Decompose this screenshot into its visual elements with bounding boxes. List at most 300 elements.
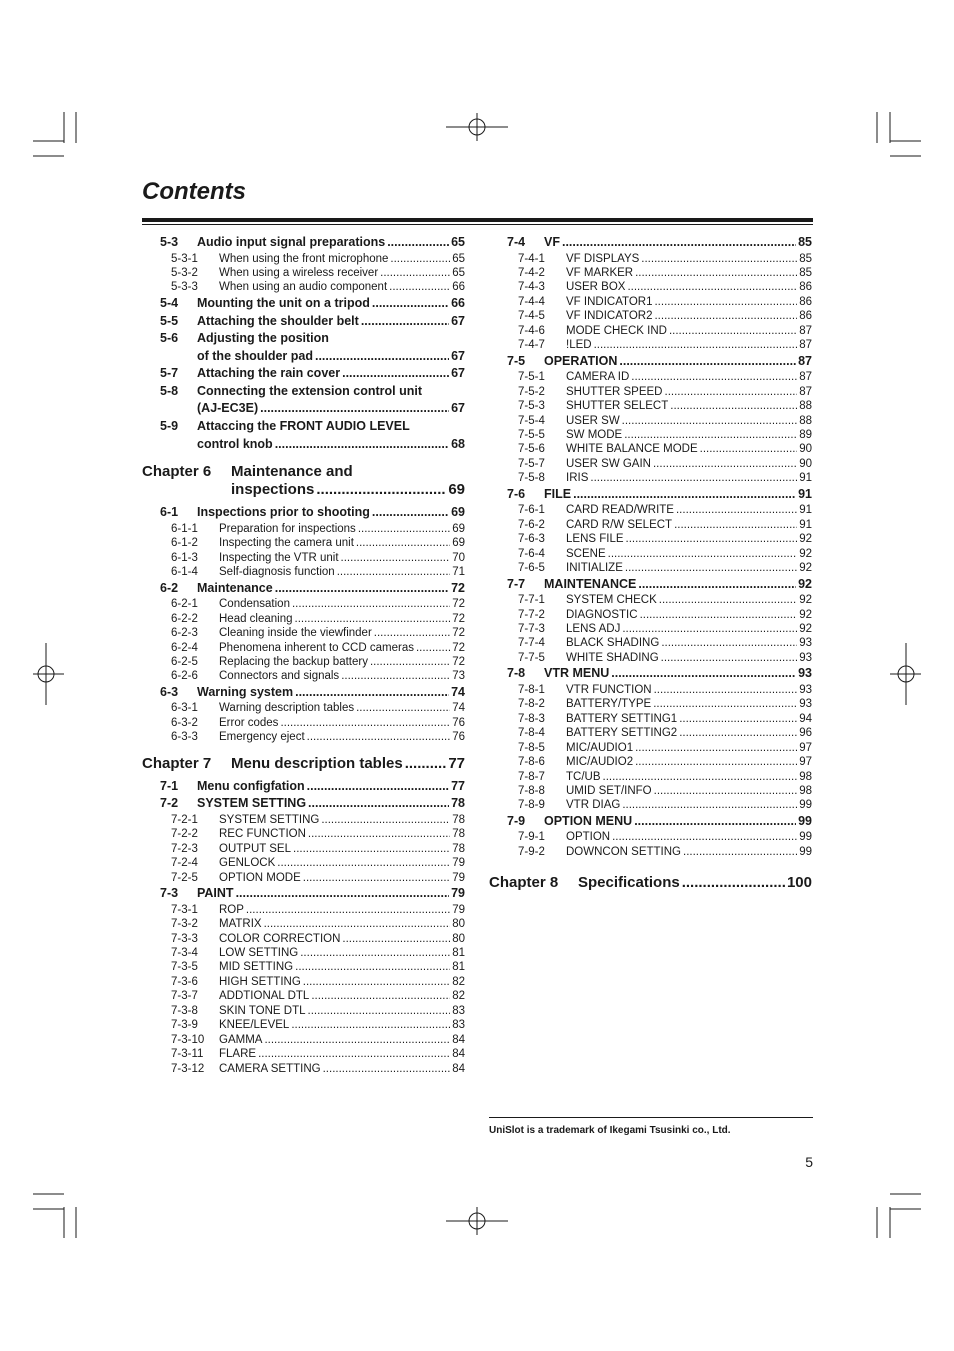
toc-number: 6-1-1 xyxy=(171,522,198,535)
toc-subsection xyxy=(142,566,465,580)
leader-dots xyxy=(626,533,798,545)
leader-dots xyxy=(669,325,797,337)
toc-subsection xyxy=(489,519,812,533)
toc-page: 81 xyxy=(452,947,465,959)
toc-number: 7-6-4 xyxy=(518,547,545,560)
toc-label: FLARE xyxy=(219,1048,257,1061)
toc-label: Connecting the extension control unit xyxy=(197,383,422,398)
toc-subsection xyxy=(489,504,812,518)
toc-label: Menu configfation xyxy=(197,778,305,793)
toc-page: 69 xyxy=(451,505,465,520)
leader-dots xyxy=(337,566,450,578)
toc-label: SHUTTER SPEED xyxy=(566,385,663,398)
toc-subsection xyxy=(142,627,465,641)
toc-number: 6-2-5 xyxy=(171,655,198,668)
toc-page: 69 xyxy=(452,537,465,550)
toc-page: 86 xyxy=(799,310,812,323)
toc-label: VF xyxy=(544,235,560,249)
page-title: Contents xyxy=(142,178,246,205)
toc-page: 91 xyxy=(799,472,812,485)
toc-number: 7-7 xyxy=(507,576,526,591)
toc-subsection xyxy=(489,831,812,845)
toc-label: GENLOCK xyxy=(219,857,276,870)
toc-label: SCENE xyxy=(566,547,606,560)
toc-number: 7-6-3 xyxy=(518,533,545,546)
toc-page: 68 xyxy=(451,436,465,451)
toc-number: 7-3-9 xyxy=(171,1019,198,1032)
leader-dots xyxy=(608,548,798,560)
leader-dots xyxy=(303,872,450,884)
leader-dots xyxy=(356,702,450,714)
toc-section xyxy=(142,437,465,455)
chapter-title-cont: inspections xyxy=(231,481,315,499)
toc-page: 83 xyxy=(452,1004,465,1017)
toc-subsection xyxy=(489,548,812,562)
toc-page: 94 xyxy=(799,712,812,725)
leader-dots xyxy=(275,437,449,451)
toc-number: 5-3-3 xyxy=(171,281,198,294)
toc-label: When using an audio component xyxy=(219,281,388,294)
toc-number: 7-5-8 xyxy=(518,472,545,485)
leader-dots xyxy=(654,310,797,322)
toc-label: Inspecting the camera unit xyxy=(219,537,354,550)
toc-label: VTR DIAG xyxy=(566,799,621,812)
toc-label: Emergency eject xyxy=(219,731,305,744)
leader-dots xyxy=(387,235,449,249)
toc-label: Connectors and signals xyxy=(219,670,340,683)
leader-dots xyxy=(390,253,450,265)
toc-page: 97 xyxy=(799,756,812,769)
toc-page: 92 xyxy=(799,623,812,635)
chapter-number: Chapter 7 xyxy=(142,754,212,772)
toc-subsection xyxy=(142,1063,465,1077)
leader-dots xyxy=(674,519,797,531)
leader-dots xyxy=(341,552,451,564)
leader-dots xyxy=(654,684,798,696)
toc-label: INITIALIZE xyxy=(566,562,623,575)
toc-subsection xyxy=(489,727,812,741)
toc-page: 93 xyxy=(799,698,812,711)
toc-number: 6-2-3 xyxy=(171,627,198,640)
toc-label: Adjusting the position xyxy=(197,331,329,346)
toc-label: USER SW xyxy=(566,414,620,427)
toc-subsection xyxy=(489,386,812,400)
toc-number: 7-4-3 xyxy=(518,281,545,294)
toc-column-right xyxy=(489,235,812,892)
toc-page: 91 xyxy=(799,518,812,531)
toc-number: 5-3 xyxy=(160,235,179,249)
toc-section xyxy=(489,814,812,832)
chapter-title: Specifications xyxy=(578,874,680,892)
leader-dots xyxy=(665,386,798,398)
toc-page: 66 xyxy=(452,281,465,294)
leader-dots xyxy=(625,562,797,574)
toc-subsection xyxy=(489,799,812,813)
toc-subsection xyxy=(142,933,465,947)
toc-subsection xyxy=(489,310,812,324)
toc-number: 7-4-5 xyxy=(518,310,545,323)
toc-label: Attaching the rain cover xyxy=(197,366,341,381)
toc-number: 7-2-5 xyxy=(171,871,198,884)
toc-label: BATTERY SETTING1 xyxy=(566,712,678,725)
toc-label: Preparation for inspections xyxy=(219,522,356,535)
toc-label: MIC/AUDIO1 xyxy=(566,741,634,754)
leader-dots xyxy=(635,267,797,279)
toc-subsection xyxy=(489,846,812,860)
leader-dots xyxy=(670,400,797,412)
toc-number: 7-3-10 xyxy=(171,1033,205,1046)
leader-dots xyxy=(622,799,797,811)
leader-dots xyxy=(374,627,450,639)
toc-subsection xyxy=(489,472,812,486)
toc-page: 87 xyxy=(799,339,812,352)
toc-label: VF MARKER xyxy=(566,267,634,280)
toc-label: When using a wireless receiver xyxy=(219,267,379,280)
toc-subsection xyxy=(489,623,812,637)
toc-label: BATTERY/TYPE xyxy=(566,698,652,711)
toc-label: Attaching the shoulder belt xyxy=(197,313,359,328)
chapter-number: Chapter 8 xyxy=(489,874,559,892)
toc-number: 7-6-1 xyxy=(518,504,545,517)
toc-section xyxy=(142,296,465,314)
leader-dots xyxy=(590,472,797,484)
toc-section xyxy=(142,796,465,814)
toc-label: WHITE SHADING xyxy=(566,651,659,664)
toc-page: 92 xyxy=(798,576,812,591)
toc-page: 82 xyxy=(452,975,465,988)
toc-number: 7-5-5 xyxy=(518,429,545,441)
toc-label: CARD READ/WRITE xyxy=(566,504,674,517)
leader-dots xyxy=(311,990,450,1002)
toc-section xyxy=(142,314,465,332)
leader-dots xyxy=(264,918,451,930)
toc-number: 7-1 xyxy=(160,778,179,793)
leader-dots xyxy=(323,1063,451,1075)
toc-subsection xyxy=(142,670,465,684)
leader-dots xyxy=(370,656,450,668)
toc-label: VF DISPLAYS xyxy=(566,252,640,265)
toc-number: 7-6-2 xyxy=(518,518,545,531)
toc-label: Inspecting the VTR unit xyxy=(219,551,339,564)
toc-number: 7-3-11 xyxy=(171,1048,204,1061)
toc-label: CARD R/W SELECT xyxy=(566,518,673,531)
toc-page: 80 xyxy=(452,932,465,945)
toc-number: 7-7-4 xyxy=(518,637,545,650)
toc-page: 83 xyxy=(452,1019,465,1032)
toc-number: 7-4 xyxy=(507,235,526,249)
leader-dots xyxy=(603,771,798,783)
toc-subsection xyxy=(489,267,812,281)
chapter-number: Chapter 6 xyxy=(142,463,212,481)
toc-number: 6-2-1 xyxy=(171,598,198,611)
leader-dots xyxy=(372,505,449,519)
toc-subsection xyxy=(142,598,465,612)
toc-number: 7-5-4 xyxy=(518,414,545,427)
toc-subsection xyxy=(489,785,812,799)
leader-dots xyxy=(295,613,451,625)
toc-subsection xyxy=(142,552,465,566)
toc-subsection xyxy=(142,642,465,656)
toc-page: 90 xyxy=(799,443,812,456)
leader-dots xyxy=(611,666,796,680)
leader-dots xyxy=(653,458,797,470)
leader-dots xyxy=(638,577,796,591)
toc-label: HIGH SETTING xyxy=(219,975,301,988)
toc-section xyxy=(489,577,812,595)
leader-dots xyxy=(679,713,797,725)
toc-page: 87 xyxy=(799,324,812,337)
chapter-title: Maintenance and xyxy=(231,463,353,481)
leader-dots xyxy=(236,886,450,900)
leader-dots xyxy=(341,670,450,682)
toc-label: FILE xyxy=(544,486,572,501)
toc-number: 7-3-6 xyxy=(171,975,198,988)
leader-dots xyxy=(321,814,450,826)
toc-subsection xyxy=(142,1005,465,1019)
toc-label: Audio input signal preparations xyxy=(197,235,386,249)
toc-subsection xyxy=(489,637,812,651)
toc-label: IRIS xyxy=(566,472,589,485)
toc-number: 5-4 xyxy=(160,295,179,310)
toc-label: KNEE/LEVEL xyxy=(219,1019,290,1032)
toc-number: 7-8-8 xyxy=(518,784,545,797)
leader-dots xyxy=(280,717,450,729)
toc-section xyxy=(489,354,812,372)
toc-label: SYSTEM CHECK xyxy=(566,594,657,607)
toc-page: 72 xyxy=(452,641,465,654)
toc-section xyxy=(142,505,465,523)
toc-number: 7-9-1 xyxy=(518,831,545,844)
toc-label: PAINT xyxy=(197,886,234,901)
leader-dots xyxy=(682,874,785,891)
toc-page: 97 xyxy=(799,741,812,754)
toc-page: 98 xyxy=(799,784,812,797)
toc-page: 86 xyxy=(799,295,812,308)
toc-label: SW MODE xyxy=(566,429,623,441)
toc-label: LOW SETTING xyxy=(219,947,299,959)
toc-page: 85 xyxy=(798,235,812,249)
toc-subsection xyxy=(142,281,465,295)
toc-page: 84 xyxy=(452,1062,465,1075)
toc-number: 7-2-1 xyxy=(171,813,198,826)
toc-subsection xyxy=(142,1019,465,1033)
toc-label: of the shoulder pad xyxy=(197,348,313,363)
toc-chapter xyxy=(142,755,465,773)
toc-number: 6-3-2 xyxy=(171,716,198,729)
toc-page: 73 xyxy=(452,670,465,683)
toc-number: 7-8 xyxy=(507,666,526,681)
toc-subsection xyxy=(142,857,465,871)
toc-page: 85 xyxy=(799,267,812,280)
leader-dots xyxy=(292,598,450,610)
leader-dots xyxy=(295,961,450,973)
toc-section xyxy=(142,366,465,384)
toc-subsection xyxy=(489,281,812,295)
chapter-page: 69 xyxy=(448,481,465,499)
toc-number: 7-3-12 xyxy=(171,1062,205,1075)
toc-number: 7-4-6 xyxy=(518,324,545,337)
toc-number: 7-2 xyxy=(160,796,179,811)
toc-subsection xyxy=(142,918,465,932)
toc-page: 79 xyxy=(451,886,465,901)
toc-subsection xyxy=(142,267,465,281)
toc-number: 7-9 xyxy=(507,813,526,828)
leader-dots xyxy=(612,831,797,843)
toc-chapter xyxy=(489,874,812,892)
toc-section xyxy=(142,331,465,349)
toc-label: MATRIX xyxy=(219,918,262,931)
leader-dots xyxy=(631,371,797,383)
toc-number: 7-8-1 xyxy=(518,683,545,696)
toc-number: 7-2-2 xyxy=(171,828,198,841)
toc-chapter-row xyxy=(142,463,465,481)
toc-label: OPERATION xyxy=(544,353,618,368)
toc-subsection xyxy=(489,594,812,608)
toc-page: 82 xyxy=(452,990,465,1003)
toc-subsection xyxy=(142,717,465,731)
toc-number: 7-7-1 xyxy=(518,594,545,607)
leader-dots xyxy=(315,349,449,363)
toc-page: 80 xyxy=(452,918,465,931)
toc-label: VTR FUNCTION xyxy=(566,683,652,696)
toc-label: USER SW GAIN xyxy=(566,457,651,470)
toc-number: 6-2-2 xyxy=(171,612,198,625)
toc-page: 72 xyxy=(452,655,465,668)
toc-section xyxy=(142,349,465,367)
leader-dots xyxy=(303,976,450,988)
toc-page: 88 xyxy=(799,414,812,427)
toc-label: VF INDICATOR1 xyxy=(566,295,653,308)
toc-page: 65 xyxy=(451,235,465,249)
toc-page: 71 xyxy=(452,566,465,579)
toc-label: SKIN TONE DTL xyxy=(219,1004,306,1017)
toc-label: BATTERY SETTING2 xyxy=(566,727,678,740)
leader-dots xyxy=(372,296,449,310)
footer-rule xyxy=(489,1117,813,1118)
leader-dots xyxy=(676,504,797,516)
toc-number: 7-5-3 xyxy=(518,400,545,413)
leader-dots xyxy=(622,623,797,635)
toc-label: MID SETTING xyxy=(219,961,294,974)
toc-label: OPTION xyxy=(566,831,611,844)
toc-number: 6-1 xyxy=(160,505,179,520)
toc-page: 92 xyxy=(799,562,812,575)
leader-dots xyxy=(308,796,449,810)
toc-label: Head cleaning xyxy=(219,612,293,625)
toc-subsection xyxy=(142,828,465,842)
leader-dots xyxy=(291,1019,450,1031)
toc-page: 84 xyxy=(452,1033,465,1046)
toc-page: 65 xyxy=(452,252,465,265)
toc-number: 6-1-4 xyxy=(171,566,198,579)
toc-number: 7-5-6 xyxy=(518,443,545,456)
toc-subsection xyxy=(489,325,812,339)
leader-dots xyxy=(260,401,449,415)
toc-label: OUTPUT SEL xyxy=(219,842,291,855)
toc-section xyxy=(489,666,812,684)
toc-number: 6-2-6 xyxy=(171,670,198,683)
toc-number: 6-1-2 xyxy=(171,537,198,550)
leader-dots xyxy=(573,487,796,501)
toc-label: Inspections prior to shooting xyxy=(197,505,370,520)
toc-number: 6-3 xyxy=(160,684,179,699)
leader-dots xyxy=(316,481,446,498)
toc-number: 5-3-1 xyxy=(171,252,198,265)
toc-page: 78 xyxy=(452,813,465,826)
toc-number: 7-6 xyxy=(507,486,526,501)
toc-page: 81 xyxy=(452,961,465,974)
toc-number: 7-3-1 xyxy=(171,903,198,916)
toc-label: control knob xyxy=(197,436,273,451)
toc-label: Phenomena inherent to CCD cameras xyxy=(219,641,414,654)
toc-label: Self-diagnosis function xyxy=(219,566,335,579)
toc-page: 78 xyxy=(452,842,465,855)
toc-label: UMID SET/INFO xyxy=(566,784,652,797)
toc-page: 92 xyxy=(799,547,812,560)
toc-label: CAMERA ID xyxy=(566,371,630,384)
toc-label: REC FUNCTION xyxy=(219,828,306,841)
leader-dots xyxy=(622,415,798,427)
toc-label: (AJ-EC3E) xyxy=(197,401,259,416)
leader-dots xyxy=(640,609,798,621)
toc-subsection xyxy=(142,843,465,857)
toc-page: 84 xyxy=(452,1048,465,1061)
toc-page: 70 xyxy=(452,551,465,564)
toc-number: 7-8-9 xyxy=(518,799,545,812)
toc-label: Warning description tables xyxy=(219,702,355,715)
toc-page: 93 xyxy=(798,666,812,681)
chapter-page: 100 xyxy=(786,874,812,892)
toc-page: 92 xyxy=(799,608,812,621)
toc-number: 7-3-7 xyxy=(171,990,198,1003)
toc-label: MODE CHECK IND xyxy=(566,324,667,337)
toc-page: 93 xyxy=(799,683,812,696)
leader-dots xyxy=(661,652,798,664)
toc-subsection xyxy=(142,731,465,745)
toc-label: VTR MENU xyxy=(544,666,610,681)
toc-page: 69 xyxy=(452,522,465,535)
leader-dots xyxy=(627,281,797,293)
toc-subsection xyxy=(142,1048,465,1062)
toc-page: 87 xyxy=(798,353,812,368)
toc-label: Mounting the unit on a tripod xyxy=(197,295,370,310)
toc-page: 72 xyxy=(452,612,465,625)
toc-subsection xyxy=(489,652,812,666)
leader-dots xyxy=(679,727,797,739)
toc-subsection xyxy=(489,443,812,457)
toc-number: 7-9-2 xyxy=(518,845,545,858)
leader-dots xyxy=(308,1005,451,1017)
toc-section xyxy=(489,487,812,505)
leader-dots xyxy=(619,354,796,368)
toc-number: 7-5-7 xyxy=(518,457,545,470)
toc-number: 6-1-3 xyxy=(171,551,198,564)
toc-subsection xyxy=(489,429,812,443)
leader-dots xyxy=(342,366,449,380)
toc-subsection xyxy=(142,1034,465,1048)
toc-subsection xyxy=(489,609,812,623)
toc-subsection xyxy=(489,771,812,785)
toc-number: 6-3-1 xyxy=(171,702,198,715)
chapter-page: 77 xyxy=(448,754,465,772)
toc-page: 67 xyxy=(451,366,465,381)
leader-dots xyxy=(342,933,450,945)
toc-number: 5-9 xyxy=(160,419,179,434)
toc-label: Maintenance xyxy=(197,580,273,595)
toc-section xyxy=(142,235,465,253)
toc-section xyxy=(489,235,812,253)
toc-label: LENS FILE xyxy=(566,533,624,546)
